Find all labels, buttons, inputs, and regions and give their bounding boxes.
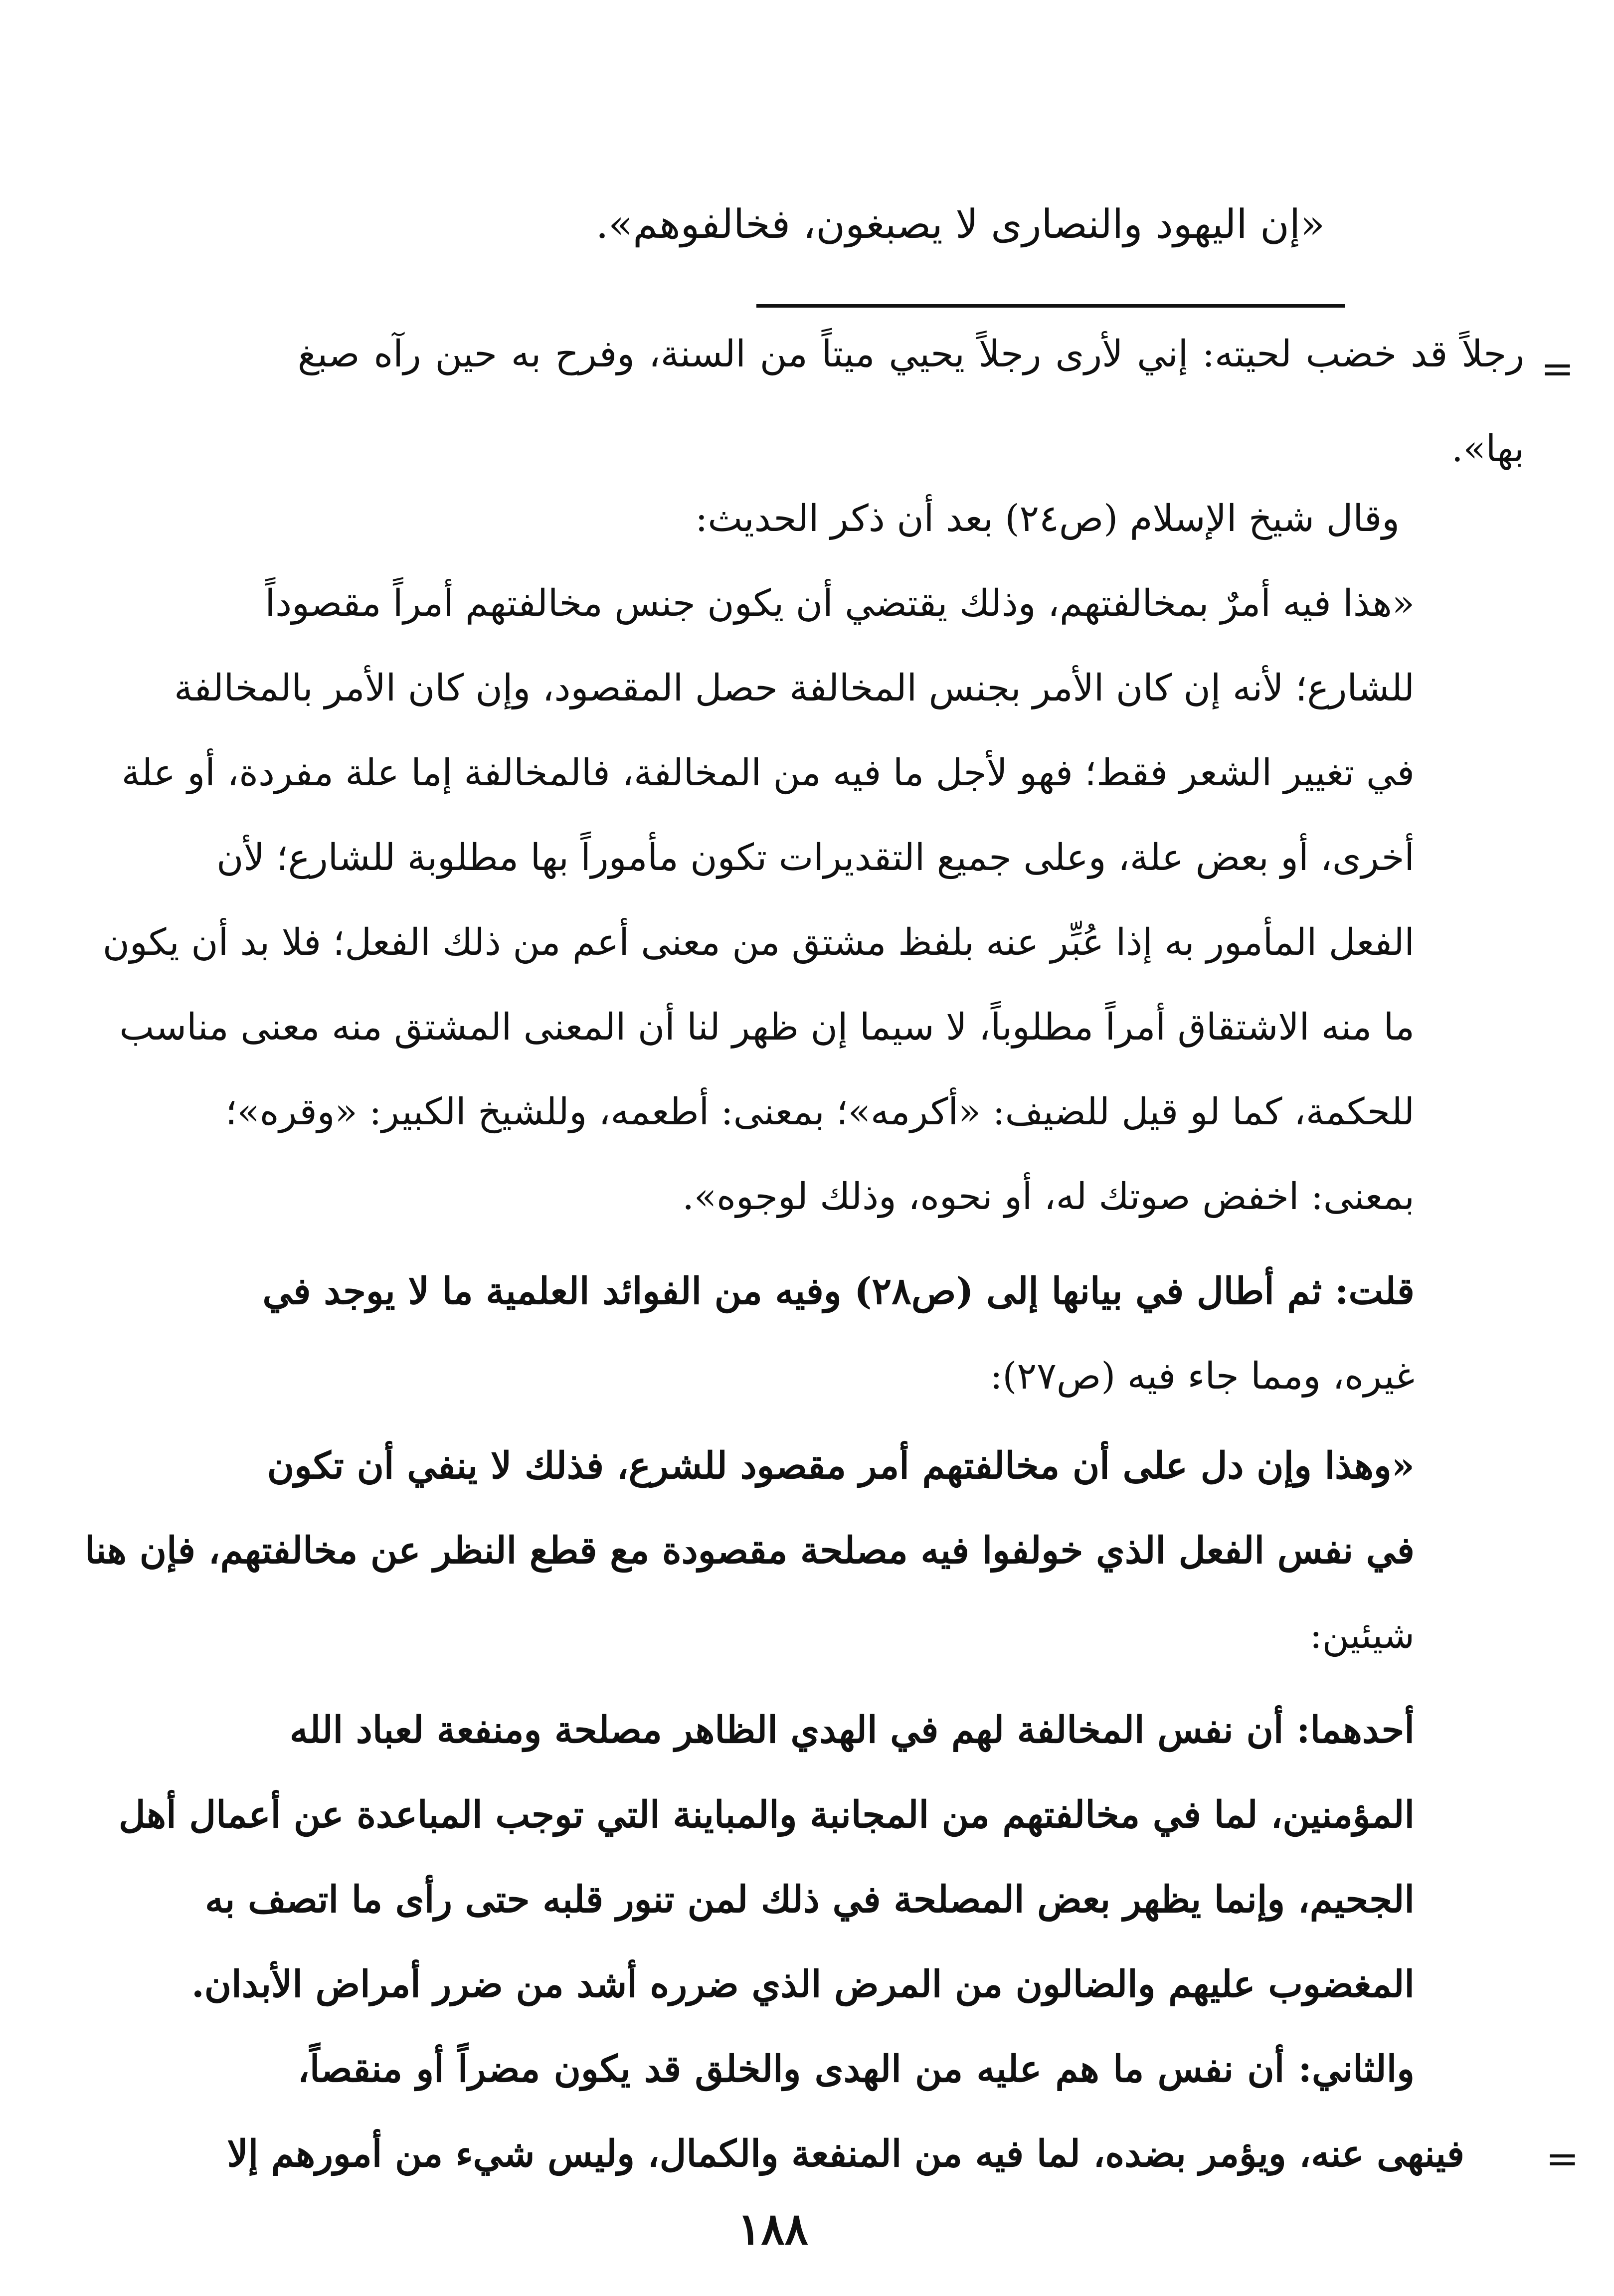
paragraph-line-10: قلت: ثم أطال في بيانها إلى (ص٢٨) وفيه من الفوائد العلمية ما لا يوجد في: [262, 1270, 1415, 1313]
footnote-line-1: رجلاً قد خضب لحيته: إني لأرى رجلاً يحيي ميتاً من السنة، وفرح به حين رآه صبغ: [298, 333, 1524, 375]
paragraph-line-1: وقال شيخ الإسلام (ص٢٤) بعد أن ذكر الحديث:: [695, 497, 1400, 540]
footnote-line-2: بها».: [1451, 427, 1524, 470]
paragraph-line-7: ما منه الاشتقاق أمراً مطلوباً، لا سيما إن ظهر لنا أن المعنى المشتق منه معنى مناسب: [119, 1006, 1415, 1049]
paragraph-line-11: غيره، ومما جاء فيه (ص٢٧):: [990, 1355, 1415, 1398]
footnote-continuation-mark-bottom: =: [1545, 2135, 1579, 2182]
footnote-separator: [756, 304, 1345, 308]
paragraph-line-15: أحدهما: أن نفس المخالفة لهم في الهدي الظاهر مصلحة ومنفعة لعباد الله: [289, 1709, 1415, 1752]
page-number: ١٨٨: [737, 2203, 808, 2255]
paragraph-line-14: شيئين:: [1309, 1614, 1415, 1657]
paragraph-line-13: في نفس الفعل الذي خولفوا فيه مصلحة مقصودة مع قطع النظر عن مخالفتهم، فإن هنا: [85, 1529, 1415, 1572]
paragraph-line-18: المغضوب عليهم والضالون من المرض الذي ضرره أشد من ضرر أمراض الأبدان.: [191, 1963, 1415, 2006]
footnote-continuation-mark: =: [1540, 346, 1574, 392]
paragraph-line-8: للحكمة، كما لو قيل للضيف: «أكرمه»؛ بمعنى: أطعمه، وللشيخ الكبير: «وقره»؛: [225, 1090, 1415, 1133]
paragraph-line-6: الفعل المأمور به إذا عُبِّر عنه بلفظ مشتق من معنى أعم من ذلك الفعل؛ فلا بد أن يكون: [102, 921, 1415, 964]
paragraph-line-2: «هذا فيه أمرٌ بمخالفتهم، وذلك يقتضي أن يكون جنس مخالفتهم أمراً مقصوداً: [265, 582, 1415, 625]
paragraph-line-4: في تغيير الشعر فقط؛ فهو لأجل ما فيه من المخالفة، فالمخالفة إما علة مفردة، أو علة: [121, 751, 1415, 794]
paragraph-line-16: المؤمنين، لما في مخالفتهم من المجانبة والمباينة التي توجب المباعدة عن أعمال أهل: [119, 1793, 1415, 1836]
paragraph-line-17: الجحيم، وإنما يظهر بعض المصلحة في ذلك لمن تنور قلبه حتى رأى ما اتصف به: [205, 1878, 1415, 1921]
paragraph-line-12: «وهذا وإن دل على أن مخالفتهم أمر مقصود للشرع، فذلك لا ينفي أن تكون: [267, 1444, 1415, 1487]
paragraph-line-20: فينهى عنه، ويؤمر بضده، لما فيه من المنفعة والكمال، وليس شيء من أمورهم إلا: [227, 2132, 1464, 2175]
paragraph-line-9: بمعنى: اخفض صوتك له، أو نحوه، وذلك لوجوه».: [682, 1175, 1415, 1218]
paragraph-line-3: للشارع؛ لأنه إن كان الأمر بجنس المخالفة حصل المقصود، وإن كان الأمر بالمخالفة: [174, 667, 1415, 709]
paragraph-line-19: والثاني: أن نفس ما هم عليه من الهدى والخلق قد يكون مضراً أو منقصاً،: [298, 2048, 1415, 2091]
paragraph-line-5: أخرى، أو بعض علة، وعلى جميع التقديرات تكون مأموراً بها مطلوبة للشارع؛ لأن: [216, 836, 1415, 879]
hadith-quote-line: «إن اليهود والنصارى لا يصبغون، فخالفوهم».: [595, 201, 1325, 247]
